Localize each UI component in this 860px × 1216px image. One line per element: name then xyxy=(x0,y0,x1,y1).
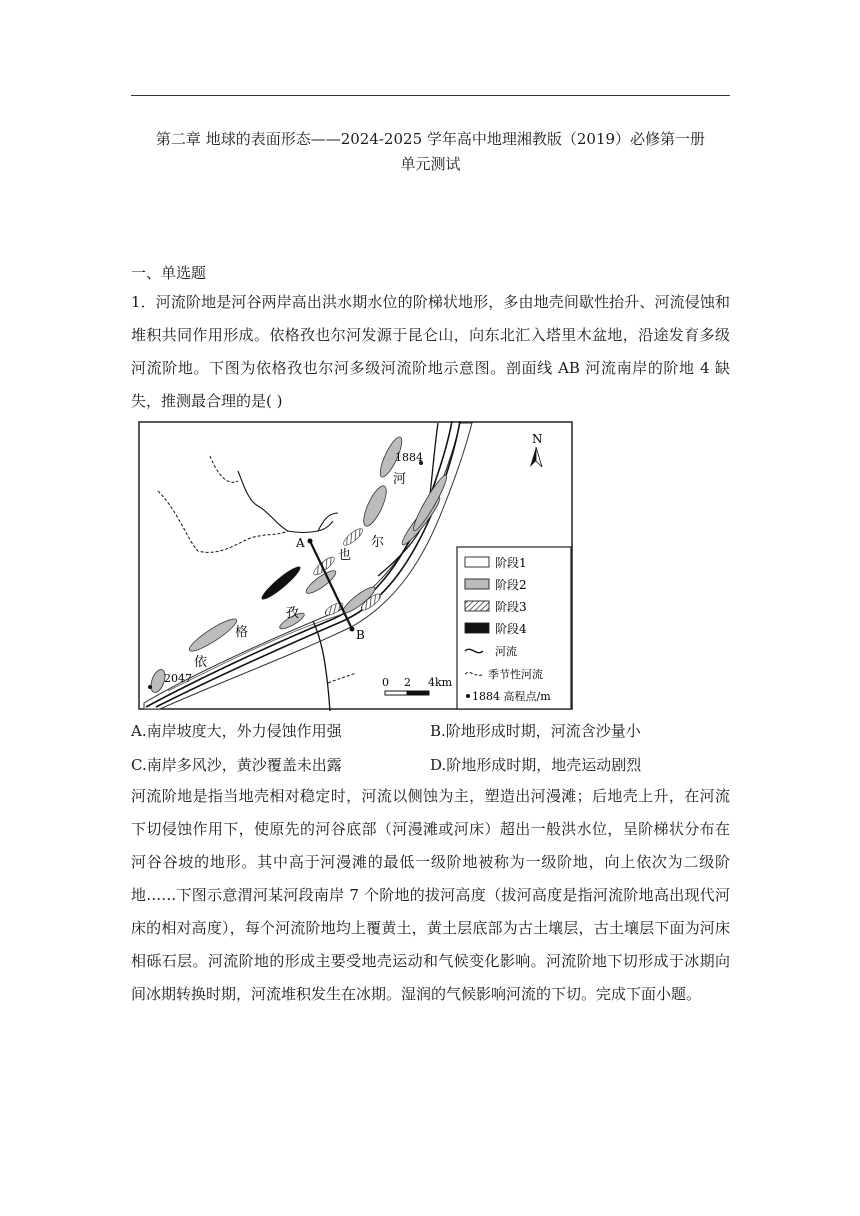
title-line-2: 单元测试 xyxy=(400,155,461,173)
legend-swatch-4 xyxy=(465,623,489,633)
map-svg xyxy=(138,421,574,711)
option-c[interactable]: C.南岸多风沙，黄沙覆盖未出露 xyxy=(131,756,342,774)
legend-elevation: 1884 高程点/m xyxy=(472,690,551,703)
point-a-label: A xyxy=(296,536,305,550)
legend-elevation-icon xyxy=(466,694,470,698)
svg-text:0: 0 xyxy=(382,676,389,689)
elevation-point-2 xyxy=(148,685,152,689)
river-char-1: 河 xyxy=(393,472,407,487)
passage-2: 河流阶地是指当地壳相对稳定时，河流以侧蚀为主，塑造出河漫滩；后地壳上升，在河流下切侵蚀作用下，使原先的河谷底部（河漫滩或河床）超出一般洪水位，呈阶梯状分布在河谷谷坡的地形。其中高于河漫滩的最低一级阶地被称为一级阶地，向上依次为二级阶地……下图示意渭河某河段南岸 7 个阶地的拔河高度（拔河高度是指河流阶地高出现代河床的相对高度），每个河流阶地均上覆黄土，黄土层底部为古土壤层，古土壤层下面为河床相砾石层。河流阶地的形成主要受地壳运动和气候变化影响。河流阶地下切形成于冰期向间冰期转换时期，河流堆积发生在冰期。湿润的气候影响河流的下切。完成下面小题。 xyxy=(131,787,730,1003)
river-char-2: 尔 xyxy=(371,535,385,550)
option-d[interactable]: D.阶地形成时期，地壳运动剧烈 xyxy=(430,756,642,774)
section-heading: 一、单选题 xyxy=(131,264,207,282)
legend-item-4: 阶段4 xyxy=(495,622,527,636)
elevation-label-2: 2047 xyxy=(164,672,192,685)
svg-text:4km: 4km xyxy=(428,676,453,689)
map-legend xyxy=(457,547,571,709)
legend-seasonal: 季节性河流 xyxy=(488,668,543,681)
river-char-4: 孜 xyxy=(286,606,300,621)
page-title xyxy=(131,127,730,177)
legend-swatch-3 xyxy=(465,601,489,611)
elevation-label-1: 1884 xyxy=(395,451,423,464)
header-rule xyxy=(131,95,730,96)
point-b-label: B xyxy=(356,628,365,642)
river-terrace-map xyxy=(138,421,574,711)
river-char-3: 也 xyxy=(338,548,352,563)
legend-item-1: 阶段1 xyxy=(495,556,527,570)
river-char-5: 格 xyxy=(235,625,249,640)
legend-item-3: 阶段3 xyxy=(495,600,527,614)
title-line-1: 第二章 地球的表面形态——2024-2025 学年高中地理湘教版（2019）必修第一册 xyxy=(155,130,706,148)
legend-swatch-2 xyxy=(465,579,489,589)
option-a[interactable]: A.南岸坡度大，外力侵蚀作用强 xyxy=(131,722,342,740)
river-char-6: 依 xyxy=(194,655,208,670)
legend-river: 河流 xyxy=(495,645,517,658)
svg-text:2: 2 xyxy=(404,676,411,689)
legend-item-2: 阶段2 xyxy=(495,578,527,592)
legend-swatch-1 xyxy=(465,557,489,567)
option-b[interactable]: B.阶地形成时期，河流含沙量小 xyxy=(430,722,641,740)
question-1-stem: 1．河流阶地是河谷两岸高出洪水期水位的阶梯状地形，多由地壳间歇性抬升、河流侵蚀和堆积共同作用形成。依格孜也尔河发源于昆仑山，向东北汇入塔里木盆地，沿途发育多级河流阶地。下图为依格孜也尔河多级河流阶地示意图。剖面线 AB 河流南岸的阶地 4 缺失，推测最合理的是( ) xyxy=(131,293,730,410)
svg-text:N: N xyxy=(532,432,543,446)
